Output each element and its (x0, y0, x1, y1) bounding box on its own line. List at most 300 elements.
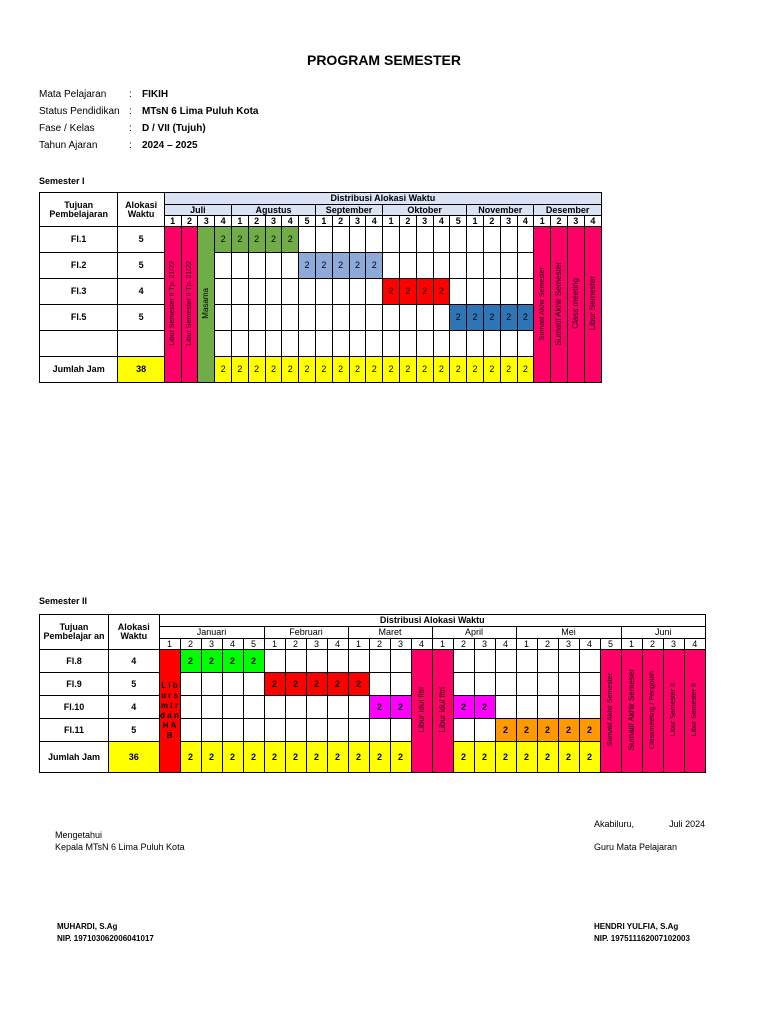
week-cell (483, 253, 500, 279)
idul-cell (411, 650, 432, 773)
week-cell (201, 673, 222, 696)
week-cell (483, 331, 500, 357)
total-value: 38 (118, 357, 164, 383)
week-cell (433, 331, 450, 357)
week-cell (315, 227, 332, 253)
week-cell (180, 673, 201, 696)
tp-cell: Fl.3 (40, 279, 118, 305)
week-cell (248, 279, 265, 305)
week-cell (416, 227, 433, 253)
total-hours-cell: 2 (450, 357, 467, 383)
week-header: 2 (399, 216, 416, 227)
total-hours-cell: 2 (231, 357, 248, 383)
total-hours-cell: 2 (243, 742, 264, 773)
total-hours-cell: 2 (537, 742, 558, 773)
week-cell: 2 (264, 673, 285, 696)
week-header: 1 (432, 639, 453, 650)
week-header: 1 (383, 216, 400, 227)
week-header: 3 (265, 216, 282, 227)
libur-cell (684, 650, 705, 773)
vertical-label: Libur Semester II Tp. 21/22 (185, 261, 193, 346)
week-cell: 2 (299, 253, 316, 279)
libur-cell (181, 227, 198, 383)
tp-cell (40, 331, 118, 357)
week-cell (285, 719, 306, 742)
week-header: 1 (348, 639, 369, 650)
week-header: 5 (299, 216, 316, 227)
week-header: 2 (181, 216, 198, 227)
vertical-label: Libur idul fitri (437, 687, 447, 733)
week-cell (474, 650, 495, 673)
week-cell (433, 227, 450, 253)
week-cell: 2 (348, 673, 369, 696)
week-header: 3 (198, 216, 215, 227)
info-colon: : (129, 89, 132, 100)
week-cell (495, 650, 516, 673)
month-header: Desember (534, 205, 602, 216)
week-header: 2 (369, 639, 390, 650)
total-hours-cell: 2 (558, 742, 579, 773)
alokasi-cell (118, 331, 164, 357)
left-name: MUHARDI, S.Ag (57, 922, 118, 931)
libur-smt-label: L i b u r s m t r d a n H A B (160, 681, 179, 740)
week-cell (467, 331, 484, 357)
week-cell: 2 (558, 719, 579, 742)
masa-cell (198, 227, 215, 383)
week-header: 1 (164, 216, 181, 227)
total-hours-cell: 2 (500, 357, 517, 383)
alokasi-cell: 4 (109, 650, 159, 673)
vertical-label: Sumatif Akhir Semester (538, 266, 546, 341)
week-cell (306, 696, 327, 719)
total-hours-cell: 2 (390, 742, 411, 773)
week-cell (222, 719, 243, 742)
week-cell (416, 253, 433, 279)
total-hours-cell: 2 (416, 357, 433, 383)
week-cell (416, 331, 433, 357)
week-cell (201, 696, 222, 719)
week-cell (500, 279, 517, 305)
info-value: MTsN 6 Lima Puluh Kota (142, 106, 259, 117)
alokasi-cell: 4 (109, 696, 159, 719)
week-cell (315, 331, 332, 357)
week-cell (243, 719, 264, 742)
vertical-label: Libur Semester II (670, 683, 678, 737)
week-cell (222, 673, 243, 696)
week-cell (248, 331, 265, 357)
week-cell (306, 719, 327, 742)
week-header: 3 (500, 216, 517, 227)
week-cell (517, 227, 534, 253)
vertical-label: Sumatif Akhir Semester (607, 673, 615, 747)
tp-cell: Fl.8 (40, 650, 109, 673)
vertical-label: Libur idul fitri (416, 687, 426, 733)
libur-cell (663, 650, 684, 773)
left-line2: Kepala MTsN 6 Lima Puluh Kota (55, 842, 185, 852)
week-header: 4 (433, 216, 450, 227)
week-cell (231, 331, 248, 357)
total-hours-cell: 2 (285, 742, 306, 773)
week-cell: 2 (433, 279, 450, 305)
week-header: 1 (467, 216, 484, 227)
total-hours-cell: 2 (517, 357, 534, 383)
total-hours-cell: 2 (495, 742, 516, 773)
week-cell: 2 (285, 673, 306, 696)
week-cell (399, 305, 416, 331)
week-cell (383, 227, 400, 253)
week-header: 5 (243, 639, 264, 650)
week-cell: 2 (474, 696, 495, 719)
week-cell (231, 279, 248, 305)
idul-cell (432, 650, 453, 773)
week-cell (282, 305, 299, 331)
alokasi-cell: 5 (118, 227, 164, 253)
total-label: Jumlah Jam (40, 742, 109, 773)
week-cell (579, 673, 600, 696)
week-cell: 2 (416, 279, 433, 305)
week-header: 4 (282, 216, 299, 227)
week-cell (517, 253, 534, 279)
week-cell (474, 719, 495, 742)
week-cell (450, 279, 467, 305)
week-cell: 2 (231, 227, 248, 253)
week-cell (399, 253, 416, 279)
week-cell (450, 253, 467, 279)
week-cell (416, 305, 433, 331)
week-header: 2 (248, 216, 265, 227)
vertical-label: Sumatif Akhir Semeser (626, 669, 636, 751)
week-header: 4 (215, 216, 232, 227)
week-header: 4 (411, 639, 432, 650)
total-hours-cell: 2 (453, 742, 474, 773)
sas-cell (600, 650, 621, 773)
week-cell (433, 305, 450, 331)
week-cell (285, 650, 306, 673)
info-value: D / VII (Tujuh) (142, 123, 206, 134)
week-header: 4 (684, 639, 705, 650)
month-header: Agustus (231, 205, 315, 216)
week-header: 3 (567, 216, 584, 227)
total-hours-cell: 2 (306, 742, 327, 773)
month-header: Maret (348, 627, 432, 639)
place: Akabiluru, (594, 819, 635, 829)
week-cell: 2 (579, 719, 600, 742)
semester1-table (39, 192, 602, 383)
total-hours-cell: 2 (315, 357, 332, 383)
week-cell (516, 696, 537, 719)
week-header: 4 (222, 639, 243, 650)
week-cell (243, 696, 264, 719)
sas-cell (551, 227, 568, 383)
week-cell (500, 253, 517, 279)
week-cell (467, 253, 484, 279)
week-header: 1 (621, 639, 642, 650)
week-cell: 2 (483, 305, 500, 331)
week-header: 2 (483, 216, 500, 227)
total-hours-cell: 2 (366, 357, 383, 383)
vertical-label: Classmeeting / Pengolah (649, 671, 657, 749)
week-header: 2 (551, 216, 568, 227)
week-cell (248, 253, 265, 279)
total-hours-cell: 2 (474, 742, 495, 773)
week-cell (537, 696, 558, 719)
week-header: 1 (534, 216, 551, 227)
week-cell: 2 (537, 719, 558, 742)
date: Juli 2024 (669, 819, 706, 829)
week-cell (349, 279, 366, 305)
week-cell (517, 331, 534, 357)
week-header: 4 (584, 216, 601, 227)
tp-cell: Fl.5 (40, 305, 118, 331)
week-cell (369, 673, 390, 696)
total-hours-cell: 2 (349, 357, 366, 383)
week-header: 1 (231, 216, 248, 227)
week-cell (366, 227, 383, 253)
week-header: 2 (332, 216, 349, 227)
week-cell (390, 719, 411, 742)
week-cell (265, 279, 282, 305)
right-name: HENDRI YULFIA, S.Ag (594, 922, 679, 931)
week-cell (332, 279, 349, 305)
total-hours-cell: 2 (383, 357, 400, 383)
week-cell (306, 650, 327, 673)
week-cell: 2 (222, 650, 243, 673)
week-cell (215, 279, 232, 305)
week-cell (390, 673, 411, 696)
week-cell: 2 (369, 696, 390, 719)
week-cell (215, 253, 232, 279)
week-cell (558, 673, 579, 696)
header-tp: Tujuan Pembelajar an (40, 615, 109, 650)
week-header: 3 (558, 639, 579, 650)
week-cell (500, 331, 517, 357)
total-hours-cell: 2 (369, 742, 390, 773)
total-hours-cell: 2 (516, 742, 537, 773)
week-cell (349, 227, 366, 253)
info-label: Mata Pelajaran (39, 89, 107, 100)
week-cell (327, 650, 348, 673)
month-header: Februari (264, 627, 348, 639)
vertical-label: Sumatif Akhir Semester (554, 261, 563, 346)
header-tp: Tujuan Pembelajaran (40, 193, 118, 227)
total-hours-cell: 2 (222, 742, 243, 773)
sas-cell (534, 227, 551, 383)
week-header: 2 (285, 639, 306, 650)
week-cell: 2 (467, 305, 484, 331)
week-cell (453, 673, 474, 696)
week-cell (180, 696, 201, 719)
week-cell (483, 227, 500, 253)
week-cell: 2 (366, 253, 383, 279)
total-hours-cell: 2 (483, 357, 500, 383)
week-header: 4 (579, 639, 600, 650)
header-distribusi: Distribusi Alokasi Waktu (164, 193, 601, 205)
week-header: 3 (306, 639, 327, 650)
week-cell (332, 227, 349, 253)
month-header: Mei (516, 627, 621, 639)
week-cell (348, 650, 369, 673)
week-header: 2 (537, 639, 558, 650)
week-cell: 2 (383, 279, 400, 305)
week-cell: 2 (215, 227, 232, 253)
classmeeting-cell (642, 650, 663, 773)
week-cell (366, 305, 383, 331)
vertical-label: Libur Semester (587, 276, 597, 331)
libur-smt-cell (159, 650, 180, 773)
week-cell: 2 (327, 673, 348, 696)
week-cell (265, 331, 282, 357)
week-header: 3 (201, 639, 222, 650)
week-cell (495, 673, 516, 696)
week-cell (366, 331, 383, 357)
week-cell: 2 (450, 305, 467, 331)
total-hours-cell: 2 (299, 357, 316, 383)
week-cell (327, 719, 348, 742)
week-cell: 2 (516, 719, 537, 742)
info-colon: : (129, 106, 132, 117)
place-date (594, 819, 705, 829)
left-nip: NIP. 197103062006041017 (57, 934, 154, 943)
week-cell: 2 (306, 673, 327, 696)
week-header: 2 (180, 639, 201, 650)
total-hours-cell: 2 (332, 357, 349, 383)
tp-cell: Fl.1 (40, 227, 118, 253)
week-cell: 2 (282, 227, 299, 253)
week-cell (366, 279, 383, 305)
total-label: Jumlah Jam (40, 357, 118, 383)
right-nip: NIP. 197511162007102003 (594, 934, 690, 943)
total-hours-cell: 2 (180, 742, 201, 773)
info-label: Tahun Ajaran (39, 140, 98, 151)
week-cell (433, 253, 450, 279)
week-cell (450, 227, 467, 253)
week-cell (467, 227, 484, 253)
week-cell (453, 650, 474, 673)
week-cell (383, 305, 400, 331)
info-value: 2024 – 2025 (142, 140, 198, 151)
total-hours-cell: 2 (433, 357, 450, 383)
week-cell (349, 305, 366, 331)
week-cell (231, 253, 248, 279)
total-hours-cell: 2 (327, 742, 348, 773)
info-value: FIKIH (142, 89, 169, 100)
week-header: 4 (495, 639, 516, 650)
week-cell (558, 696, 579, 719)
total-value: 36 (109, 742, 159, 773)
left-line1: Mengetahui (55, 830, 103, 840)
semester1-label: Semester I (39, 176, 85, 186)
week-cell: 2 (315, 253, 332, 279)
alokasi-cell: 5 (118, 305, 164, 331)
right-line: Guru Mata Pelajaran (594, 842, 678, 852)
week-header: 3 (663, 639, 684, 650)
week-cell (265, 305, 282, 331)
week-header: 4 (327, 639, 348, 650)
total-hours-cell: 2 (265, 357, 282, 383)
libur-cell (584, 227, 601, 383)
semester2-table (39, 614, 706, 773)
total-hours-cell: 2 (399, 357, 416, 383)
week-cell (285, 696, 306, 719)
tp-cell: Fl.9 (40, 673, 109, 696)
total-hours-cell: 2 (282, 357, 299, 383)
tp-cell: Fl.10 (40, 696, 109, 719)
total-hours-cell: 2 (248, 357, 265, 383)
week-cell (299, 305, 316, 331)
header-alokasi: Alokasi Waktu (109, 615, 159, 650)
week-cell: 2 (248, 227, 265, 253)
week-cell (264, 696, 285, 719)
alokasi-cell: 5 (109, 673, 159, 696)
week-header: 1 (315, 216, 332, 227)
week-cell (327, 696, 348, 719)
week-cell: 2 (517, 305, 534, 331)
week-cell (299, 279, 316, 305)
week-cell (483, 279, 500, 305)
vertical-label: Masama (201, 288, 211, 319)
week-header: 4 (517, 216, 534, 227)
total-hours-cell: 2 (201, 742, 222, 773)
week-cell (243, 673, 264, 696)
week-cell (495, 696, 516, 719)
week-cell (383, 331, 400, 357)
alokasi-cell: 5 (109, 719, 159, 742)
classmeeting-cell (567, 227, 584, 383)
week-header: 4 (366, 216, 383, 227)
vertical-label: Class meeting (570, 278, 580, 329)
week-cell (222, 696, 243, 719)
week-cell (516, 673, 537, 696)
info-label: Fase / Kelas (39, 123, 95, 134)
week-cell: 2 (201, 650, 222, 673)
week-header: 2 (642, 639, 663, 650)
week-cell: 2 (180, 650, 201, 673)
libur-cell (164, 227, 181, 383)
week-cell (369, 719, 390, 742)
week-header: 3 (349, 216, 366, 227)
week-cell (282, 279, 299, 305)
month-header: Juni (621, 627, 705, 639)
week-cell (516, 650, 537, 673)
header-distribusi: Distribusi Alokasi Waktu (159, 615, 705, 627)
week-cell (579, 696, 600, 719)
week-cell (453, 719, 474, 742)
week-cell (264, 719, 285, 742)
week-cell (231, 305, 248, 331)
week-cell (537, 650, 558, 673)
week-cell (399, 331, 416, 357)
week-cell (315, 279, 332, 305)
week-cell (215, 305, 232, 331)
month-header: Juli (164, 205, 231, 216)
week-cell (348, 696, 369, 719)
total-hours-cell: 2 (467, 357, 484, 383)
week-cell (399, 227, 416, 253)
total-hours-cell: 2 (579, 742, 600, 773)
info-label: Status Pendidikan (39, 106, 120, 117)
week-cell (299, 227, 316, 253)
week-cell (579, 650, 600, 673)
week-cell: 2 (265, 227, 282, 253)
month-header: September (315, 205, 382, 216)
week-cell (215, 331, 232, 357)
tp-cell: Fl.2 (40, 253, 118, 279)
month-header: Oktober (383, 205, 467, 216)
alokasi-cell: 5 (118, 253, 164, 279)
week-cell (369, 650, 390, 673)
week-cell: 2 (390, 696, 411, 719)
month-header: November (467, 205, 534, 216)
